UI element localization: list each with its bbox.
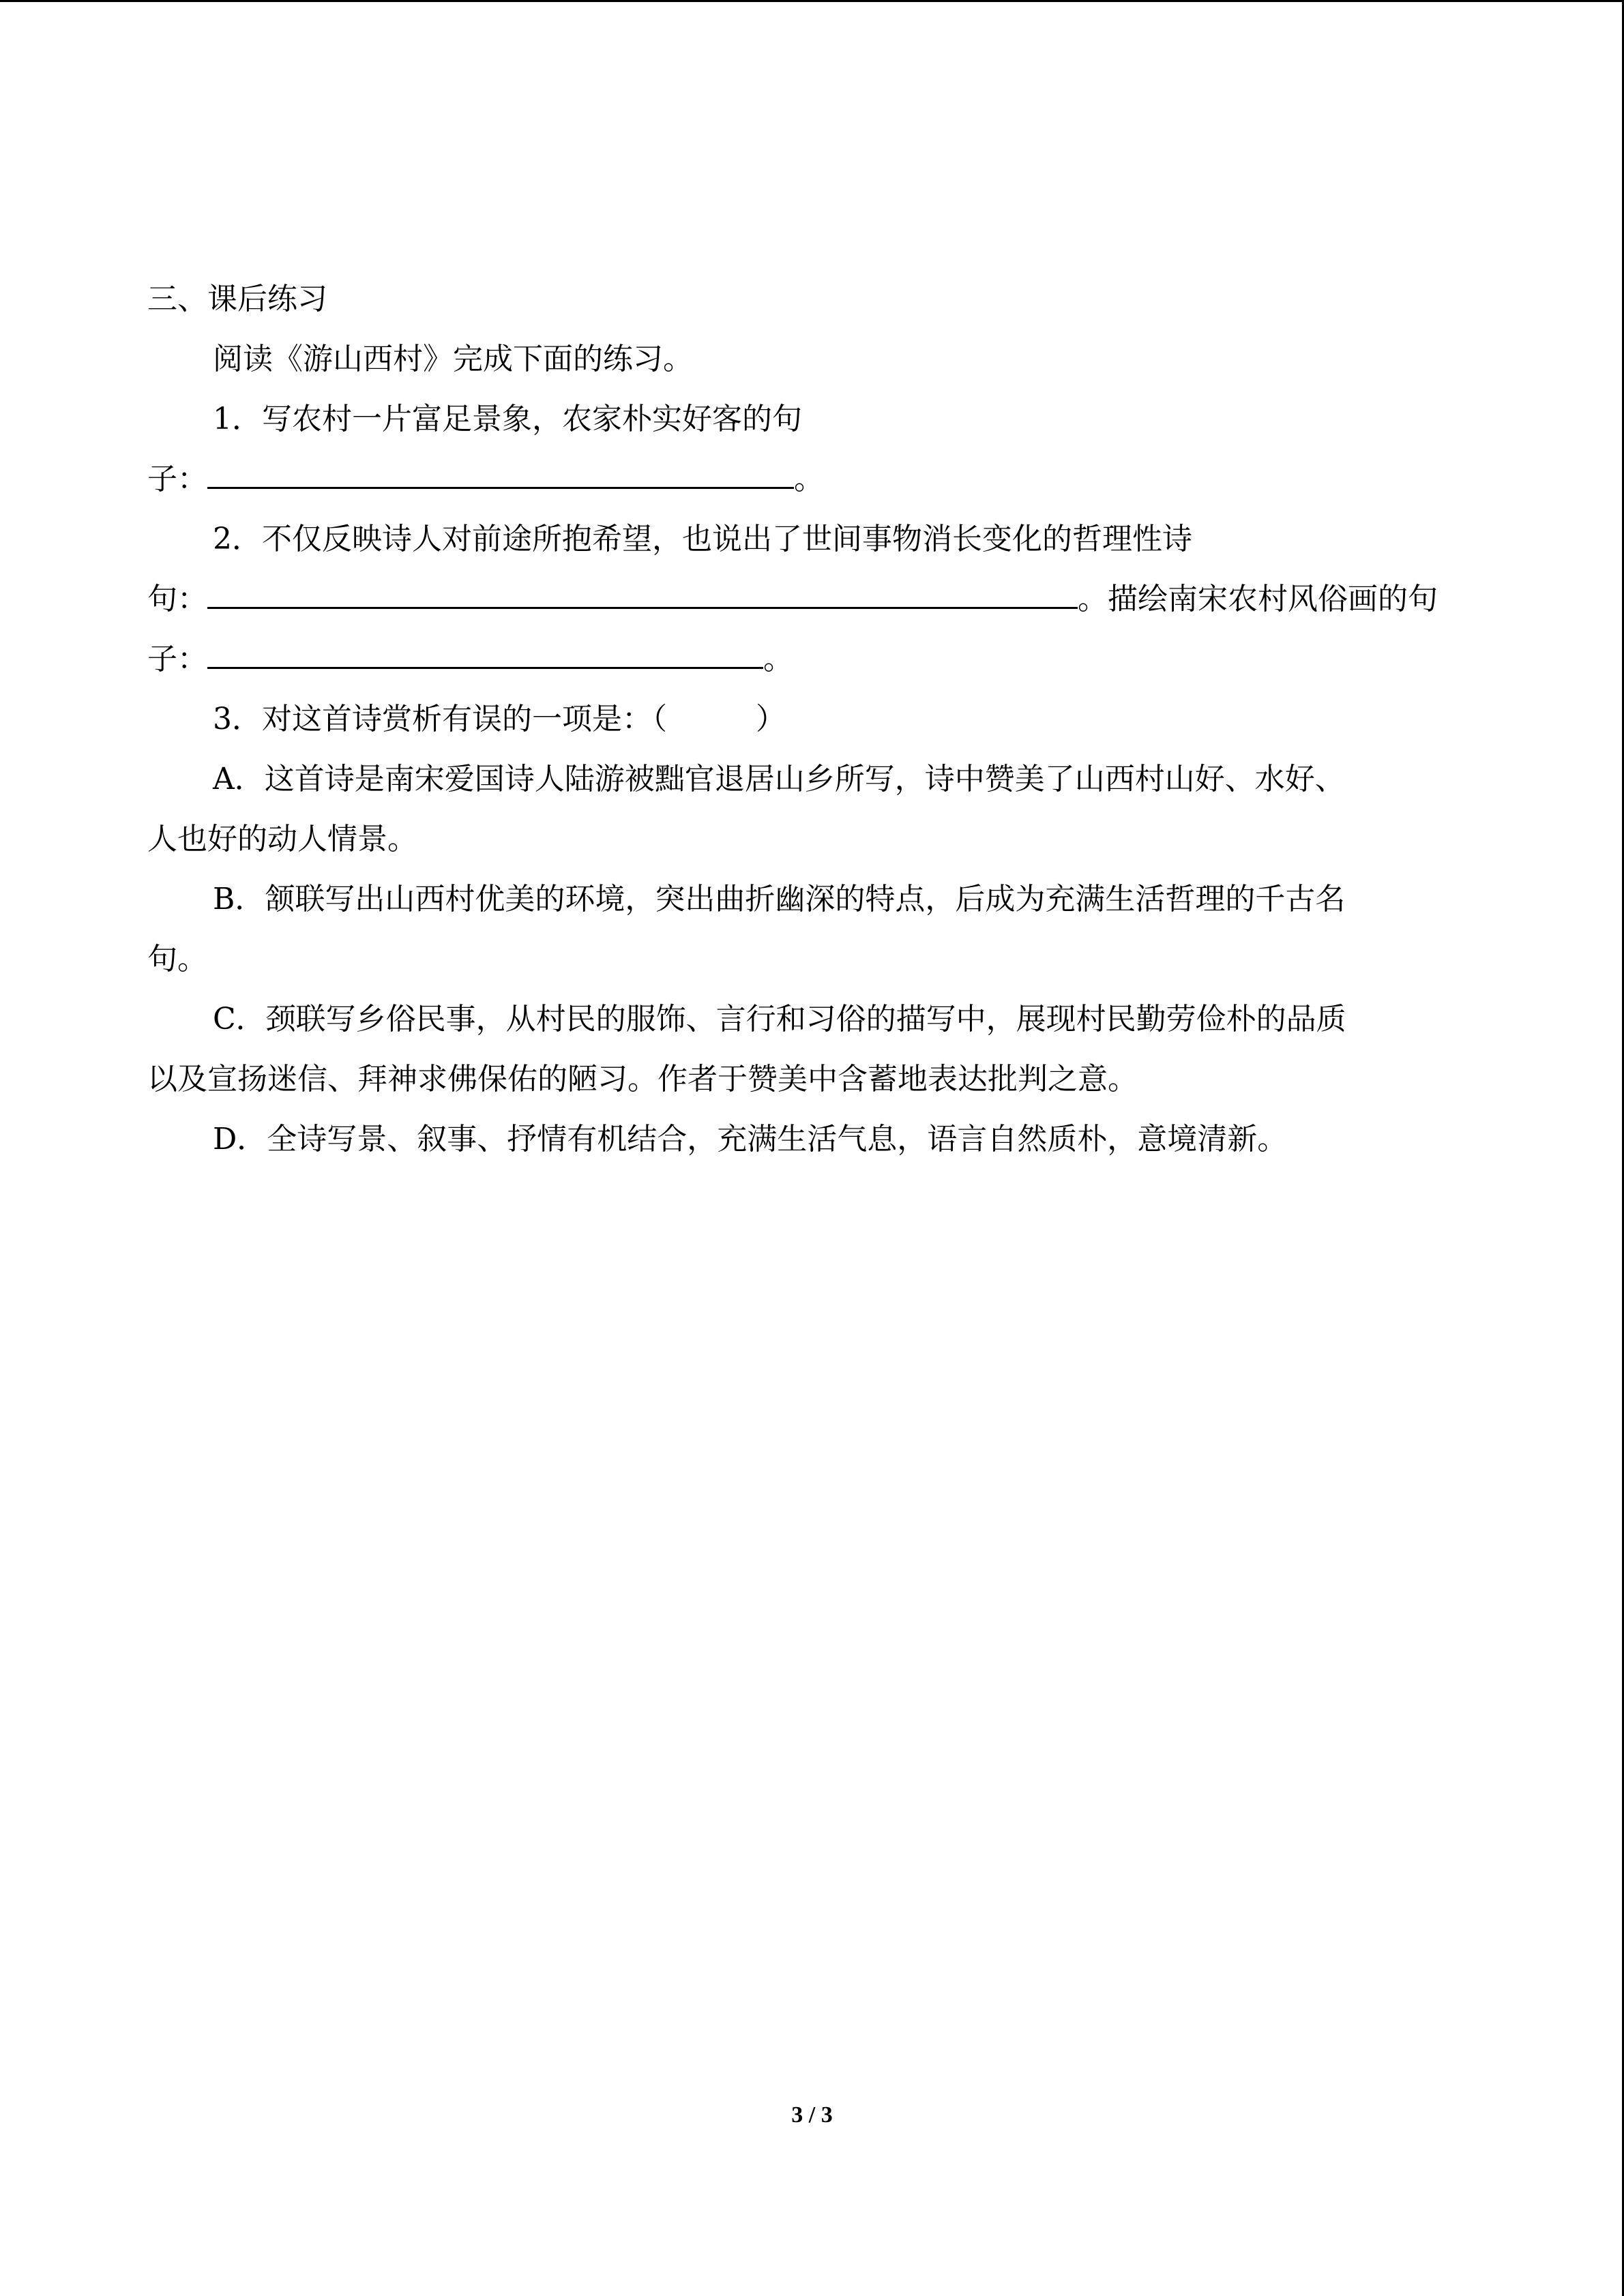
question-2-answer-line [147, 569, 1477, 629]
question-1-end: 。 [794, 462, 824, 496]
question-2-answer-line-2 [147, 629, 1477, 689]
exercise-content [147, 269, 1477, 1169]
question-2-text: 2．不仅反映诗人对前途所抱希望，也说出了世间事物消长变化的哲理性诗 [213, 522, 1192, 556]
option-c-line-2: 以及宣扬迷信、拜神求佛保佑的陋习。作者于赞美中含蓄地表达批判之意。 [147, 1062, 1138, 1097]
question-3-text [147, 689, 1477, 749]
question-2-mid: 。描绘南宋农村风俗画的句 [1078, 582, 1438, 616]
answer-blank-1[interactable] [207, 451, 794, 489]
question-2-cont2: 子： [147, 642, 207, 676]
option-b-line-1: B．颔联写出山西村优美的环境，突出曲折幽深的特点，后成为充满生活哲理的千古名 [213, 882, 1346, 916]
question-2-cont: 句： [147, 582, 207, 616]
question-1-answer-line [147, 449, 1477, 509]
answer-blank-2[interactable] [207, 571, 1078, 609]
option-d-line-1: D．全诗写景、叙事、抒情有机结合，充满生活气息，语言自然质朴，意境清新。 [213, 1122, 1288, 1157]
question-1-text: 1．写农村一片富足景象，农家朴实好客的句 [213, 402, 802, 436]
option-a-line-2: 人也好的动人情景。 [147, 822, 417, 856]
page-number: 3 / 3 [791, 2102, 833, 2128]
question-2-end: 。 [763, 642, 793, 676]
question-3-prompt: 3．对这首诗赏析有误的一项是：（ [213, 702, 667, 736]
section-title: 三、课后练习 [147, 282, 327, 316]
option-c-line-1: C．颈联写乡俗民事，从村民的服饰、言行和习俗的描写中，展现村民勤劳俭朴的品质 [213, 1002, 1346, 1037]
instruction-text: 阅读《游山西村》完成下面的练习。 [213, 342, 693, 376]
option-a-line-1: A．这首诗是南宋爱国诗人陆游被黜官退居山乡所写，诗中赞美了山西村山好、水好、 [213, 762, 1345, 796]
question-1-cont: 子： [147, 462, 207, 496]
question-3-close: ） [756, 702, 786, 736]
answer-blank-3[interactable] [207, 631, 763, 669]
option-b-line-2: 句。 [147, 942, 207, 976]
